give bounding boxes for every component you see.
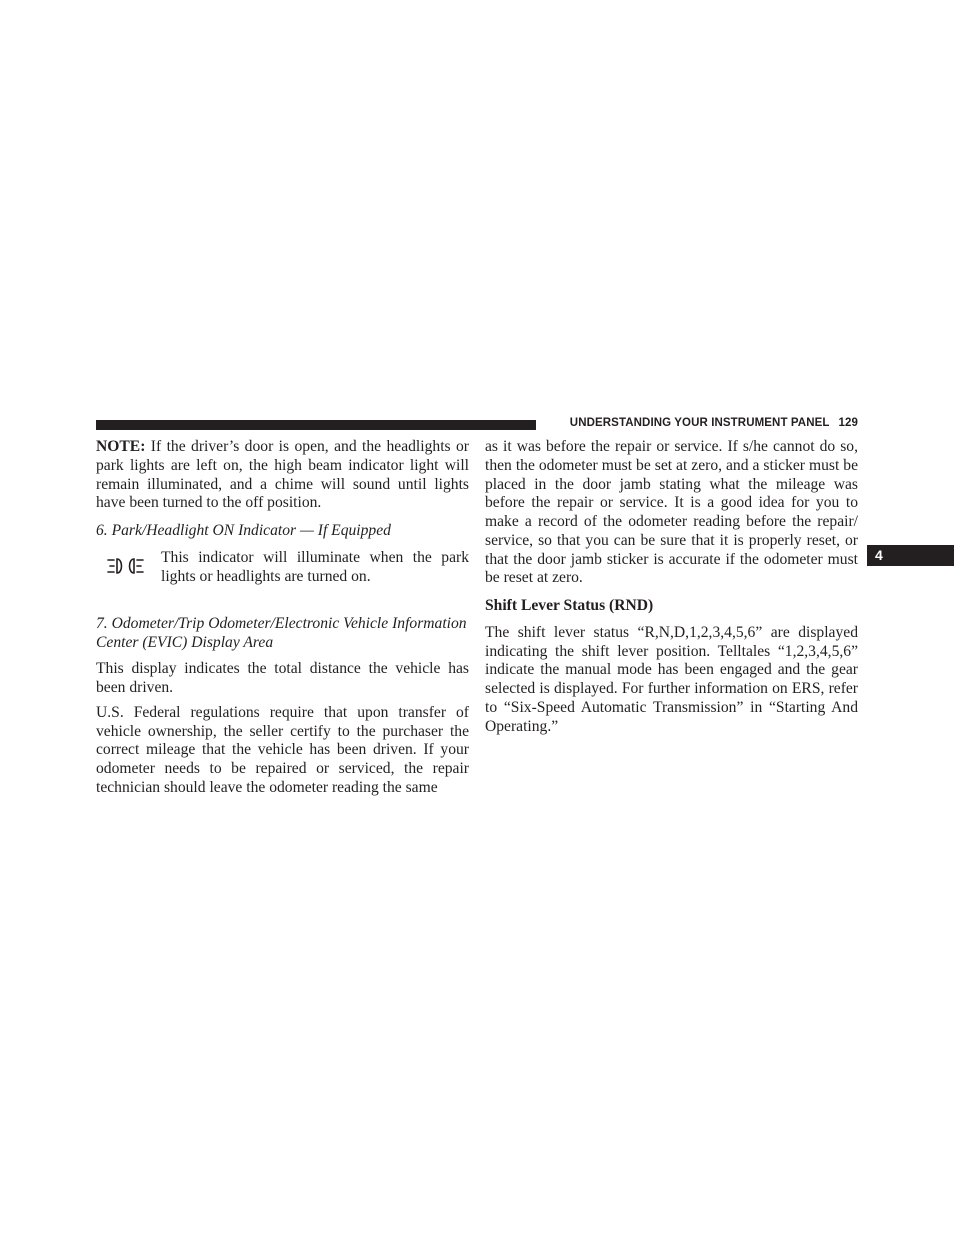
section-6-heading: 6. Park/Headlight ON Indicator — If Equipped [96,522,391,539]
section-7-paragraph-2: U.S. Federal regulations require that upon transfer of vehicle ownership, the seller certify to the purchaser the correct mileage that the vehicle has been driven. If your odometer needs to be repaired or serviced, the repair technician should leave the odometer reading the same [96,703,469,796]
header-rule [96,420,536,430]
section-6-text: This indicator will illuminate when the park lights or headlights are turned on. [161,548,469,585]
note-text: If the driver’s door is open, and the headlights or park lights are left on, the high beam indicator light will remain illuminated, and a chime will sound until lights have been turned to the off position. [96,438,469,512]
page-number: 129 [838,417,858,429]
section-7-paragraph-1: This display indicates the total distance the vehicle has been driven. [96,660,469,696]
park-headlight-icon [106,555,146,577]
shift-lever-heading: Shift Lever Status (RND) [485,597,654,614]
indicator-row [96,549,469,589]
shift-lever-paragraph: The shift lever status “R,N,D,1,2,3,4,5,6” are displayed indicating the shift lever position. Telltales “1,2,3,4,5,6” indicate the manual mode has been engaged and the gear selected is displayed. For further information on ERS, refer to “Six-Speed Automatic Transmission” in “Starting And Operating.” [485,623,858,735]
left-column [96,438,469,804]
note-paragraph [96,438,469,513]
chapter-number: 4 [875,547,883,563]
continued-paragraph: as it was before the repair or service. If s/he cannot do so, then the odometer must be set at zero, and a sticker must be placed in the door jamb stating what the mileage was before the repair or service. It is a good idea for you to make a record of the odometer reading before the repair/ service, so that you can be sure that it is properly reset, or that the door jamb sticker is accurate if the odometer must be reset at zero. [485,438,858,587]
section-7-heading: 7. Odometer/Trip Odometer/Electronic Vehicle Information Center (EVIC) Display Area [96,614,467,651]
header-title: UNDERSTANDING YOUR INSTRUMENT PANEL [569,417,830,429]
right-column [485,438,858,742]
chapter-tab [867,545,954,566]
running-header [546,417,858,429]
note-label: NOTE: [96,438,146,455]
